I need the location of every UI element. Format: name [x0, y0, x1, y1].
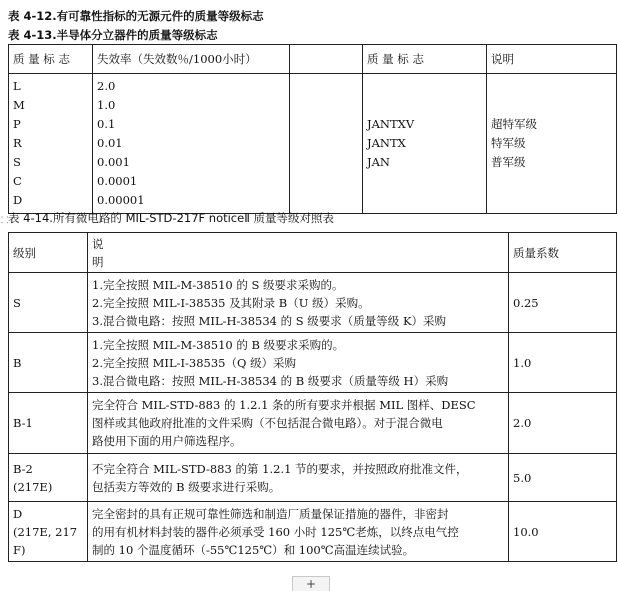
header-desc [88, 233, 509, 273]
semi-mark-item [367, 96, 482, 115]
level-cell: B-1 [9, 393, 88, 454]
semi-desc-item [491, 77, 612, 96]
level-line: D [13, 506, 23, 521]
semi-mark-list [363, 74, 487, 214]
mark-item: S [13, 155, 21, 169]
mark-item: R [13, 136, 22, 150]
semi-desc-item [491, 172, 612, 191]
level-line: F) [13, 542, 26, 557]
desc-cell [88, 502, 509, 562]
semi-mark-item [367, 77, 482, 96]
rate-item: 2.0 [97, 79, 116, 93]
header-failure-rate: 失效率（失效数％/1000小时） [93, 45, 290, 74]
factor-cell: 10.0 [509, 502, 617, 562]
mark-item: M [13, 98, 25, 112]
empty-cell [290, 74, 363, 214]
desc-cell [88, 333, 509, 393]
level-line: (217E) [13, 479, 53, 494]
desc-line: 包括卖方等效的 B 级要求进行采购。 [92, 479, 281, 494]
desc-line: 路使用下面的用户筛选程序。 [92, 434, 242, 448]
rate-item: 1.0 [97, 98, 116, 112]
desc-line: 2.完全按照 MIL-I-38535（Q 级）采购 [92, 355, 297, 370]
factor-cell: 0.25 [509, 273, 617, 333]
semi-mark-item: JAN [367, 155, 390, 169]
desc-line: 制的 10 个温度循环（-55℃125℃）和 100℃高温连续试验。 [92, 542, 415, 557]
header-desc-line1: 说 [92, 237, 104, 251]
desc-line: 1.完全按照 MIL-M-38510 的 S 级要求采购的。 [92, 277, 344, 292]
rate-item: 0.01 [97, 136, 123, 150]
factor-cell: 1.0 [509, 333, 617, 393]
rate-item: 0.00001 [97, 193, 145, 207]
semi-desc-list [487, 74, 617, 214]
factor-cell: 2.0 [509, 393, 617, 454]
quality-mark-table [8, 44, 617, 214]
header-desc-line2: 明 [92, 255, 104, 269]
mark-item: C [13, 174, 22, 188]
table-row [9, 502, 617, 562]
semi-desc-item: 普军级 [491, 155, 526, 169]
semi-mark-item: JANTX [367, 136, 406, 150]
level-cell: S [9, 273, 88, 333]
header-semi-quality-mark: 质 量 标 志 [363, 45, 487, 74]
table-row [9, 273, 617, 333]
desc-line: 1.完全按照 MIL-M-38510 的 B 级要求采购的。 [92, 337, 345, 352]
quality-mark-header-row [9, 45, 617, 74]
table-4-13-heading: 表 4-13.半导体分立器件的质量等级标志 [8, 28, 218, 42]
table-header-row [9, 233, 617, 273]
table-4-12-heading: 表 4-12.有可靠性指标的无源元件的质量等级标志 [8, 9, 264, 23]
desc-cell [88, 393, 509, 454]
add-row-button[interactable]: + [292, 576, 330, 591]
desc-line: 3.混合微电路：按照 MIL-H-38534 的 S 级要求（质量等级 K）采购 [92, 313, 447, 328]
table-row [9, 393, 617, 454]
mark-item: L [13, 79, 21, 93]
desc-line: 完全符合 MIL-STD-883 的 1.2.1 条的所有要求并根据 MIL 图样、DESC [92, 398, 476, 412]
table-4-14-caption: 表 4-14.所有微电路的 MIL-STD-217F noticeⅡ 质量等级对照表 [8, 211, 335, 225]
semi-mark-item [367, 191, 482, 210]
semi-desc-item: 特军级 [491, 136, 526, 150]
rate-list [93, 74, 290, 214]
rate-item: 0.0001 [97, 174, 138, 188]
paragraph-marker-icon: ⸬ [1, 216, 9, 226]
mark-item: P [13, 117, 21, 131]
semi-desc-item [491, 191, 612, 210]
level-cell [9, 454, 88, 502]
desc-line: 的用有机材料封装的器件必须承受 160 小时 125℃老炼，以终点电气控 [92, 524, 459, 539]
desc-line: 不完全符合 MIL-STD-883 的第 1.2.1 节的要求，并按照政府批准文件， [92, 461, 468, 476]
rate-item: 0.1 [97, 117, 116, 131]
quality-mark-body-row [9, 74, 617, 214]
header-factor: 质量系数 [509, 233, 617, 273]
header-level: 级别 [9, 233, 88, 273]
header-quality-mark: 质 量 标 志 [9, 45, 93, 74]
level-cell: B [9, 333, 88, 393]
table-row [9, 454, 617, 502]
desc-line: 2.完全按照 MIL-I-38535 及其附录 B（U 级）采购。 [92, 295, 370, 310]
rate-item: 0.001 [97, 155, 130, 169]
semi-desc-item: 超特军级 [491, 117, 537, 131]
desc-line: 完全密封的具有正规可靠性筛选和制造厂质量保证措施的器件，非密封 [92, 506, 449, 521]
level-line: (217E, 217 [13, 524, 78, 539]
desc-line: 3.混合微电路：按照 MIL-H-38534 的 B 级要求（质量等级 H）采购 [92, 373, 449, 388]
level-line: B-2 [13, 461, 33, 476]
desc-cell [88, 273, 509, 333]
microcircuit-quality-table [8, 232, 617, 562]
semi-mark-item [367, 172, 482, 191]
semi-mark-item: JANTXV [367, 117, 415, 131]
semi-desc-item [491, 96, 612, 115]
header-description: 说明 [487, 45, 617, 74]
header-empty [290, 45, 363, 74]
table-row [9, 333, 617, 393]
mark-list [9, 74, 93, 214]
factor-cell: 5.0 [509, 454, 617, 502]
desc-line: 图样或其他政府批准的文件采购（不包括混合微电路）。对于混合微电 [92, 416, 443, 430]
mark-item: D [13, 193, 23, 207]
desc-cell [88, 454, 509, 502]
level-cell [9, 502, 88, 562]
